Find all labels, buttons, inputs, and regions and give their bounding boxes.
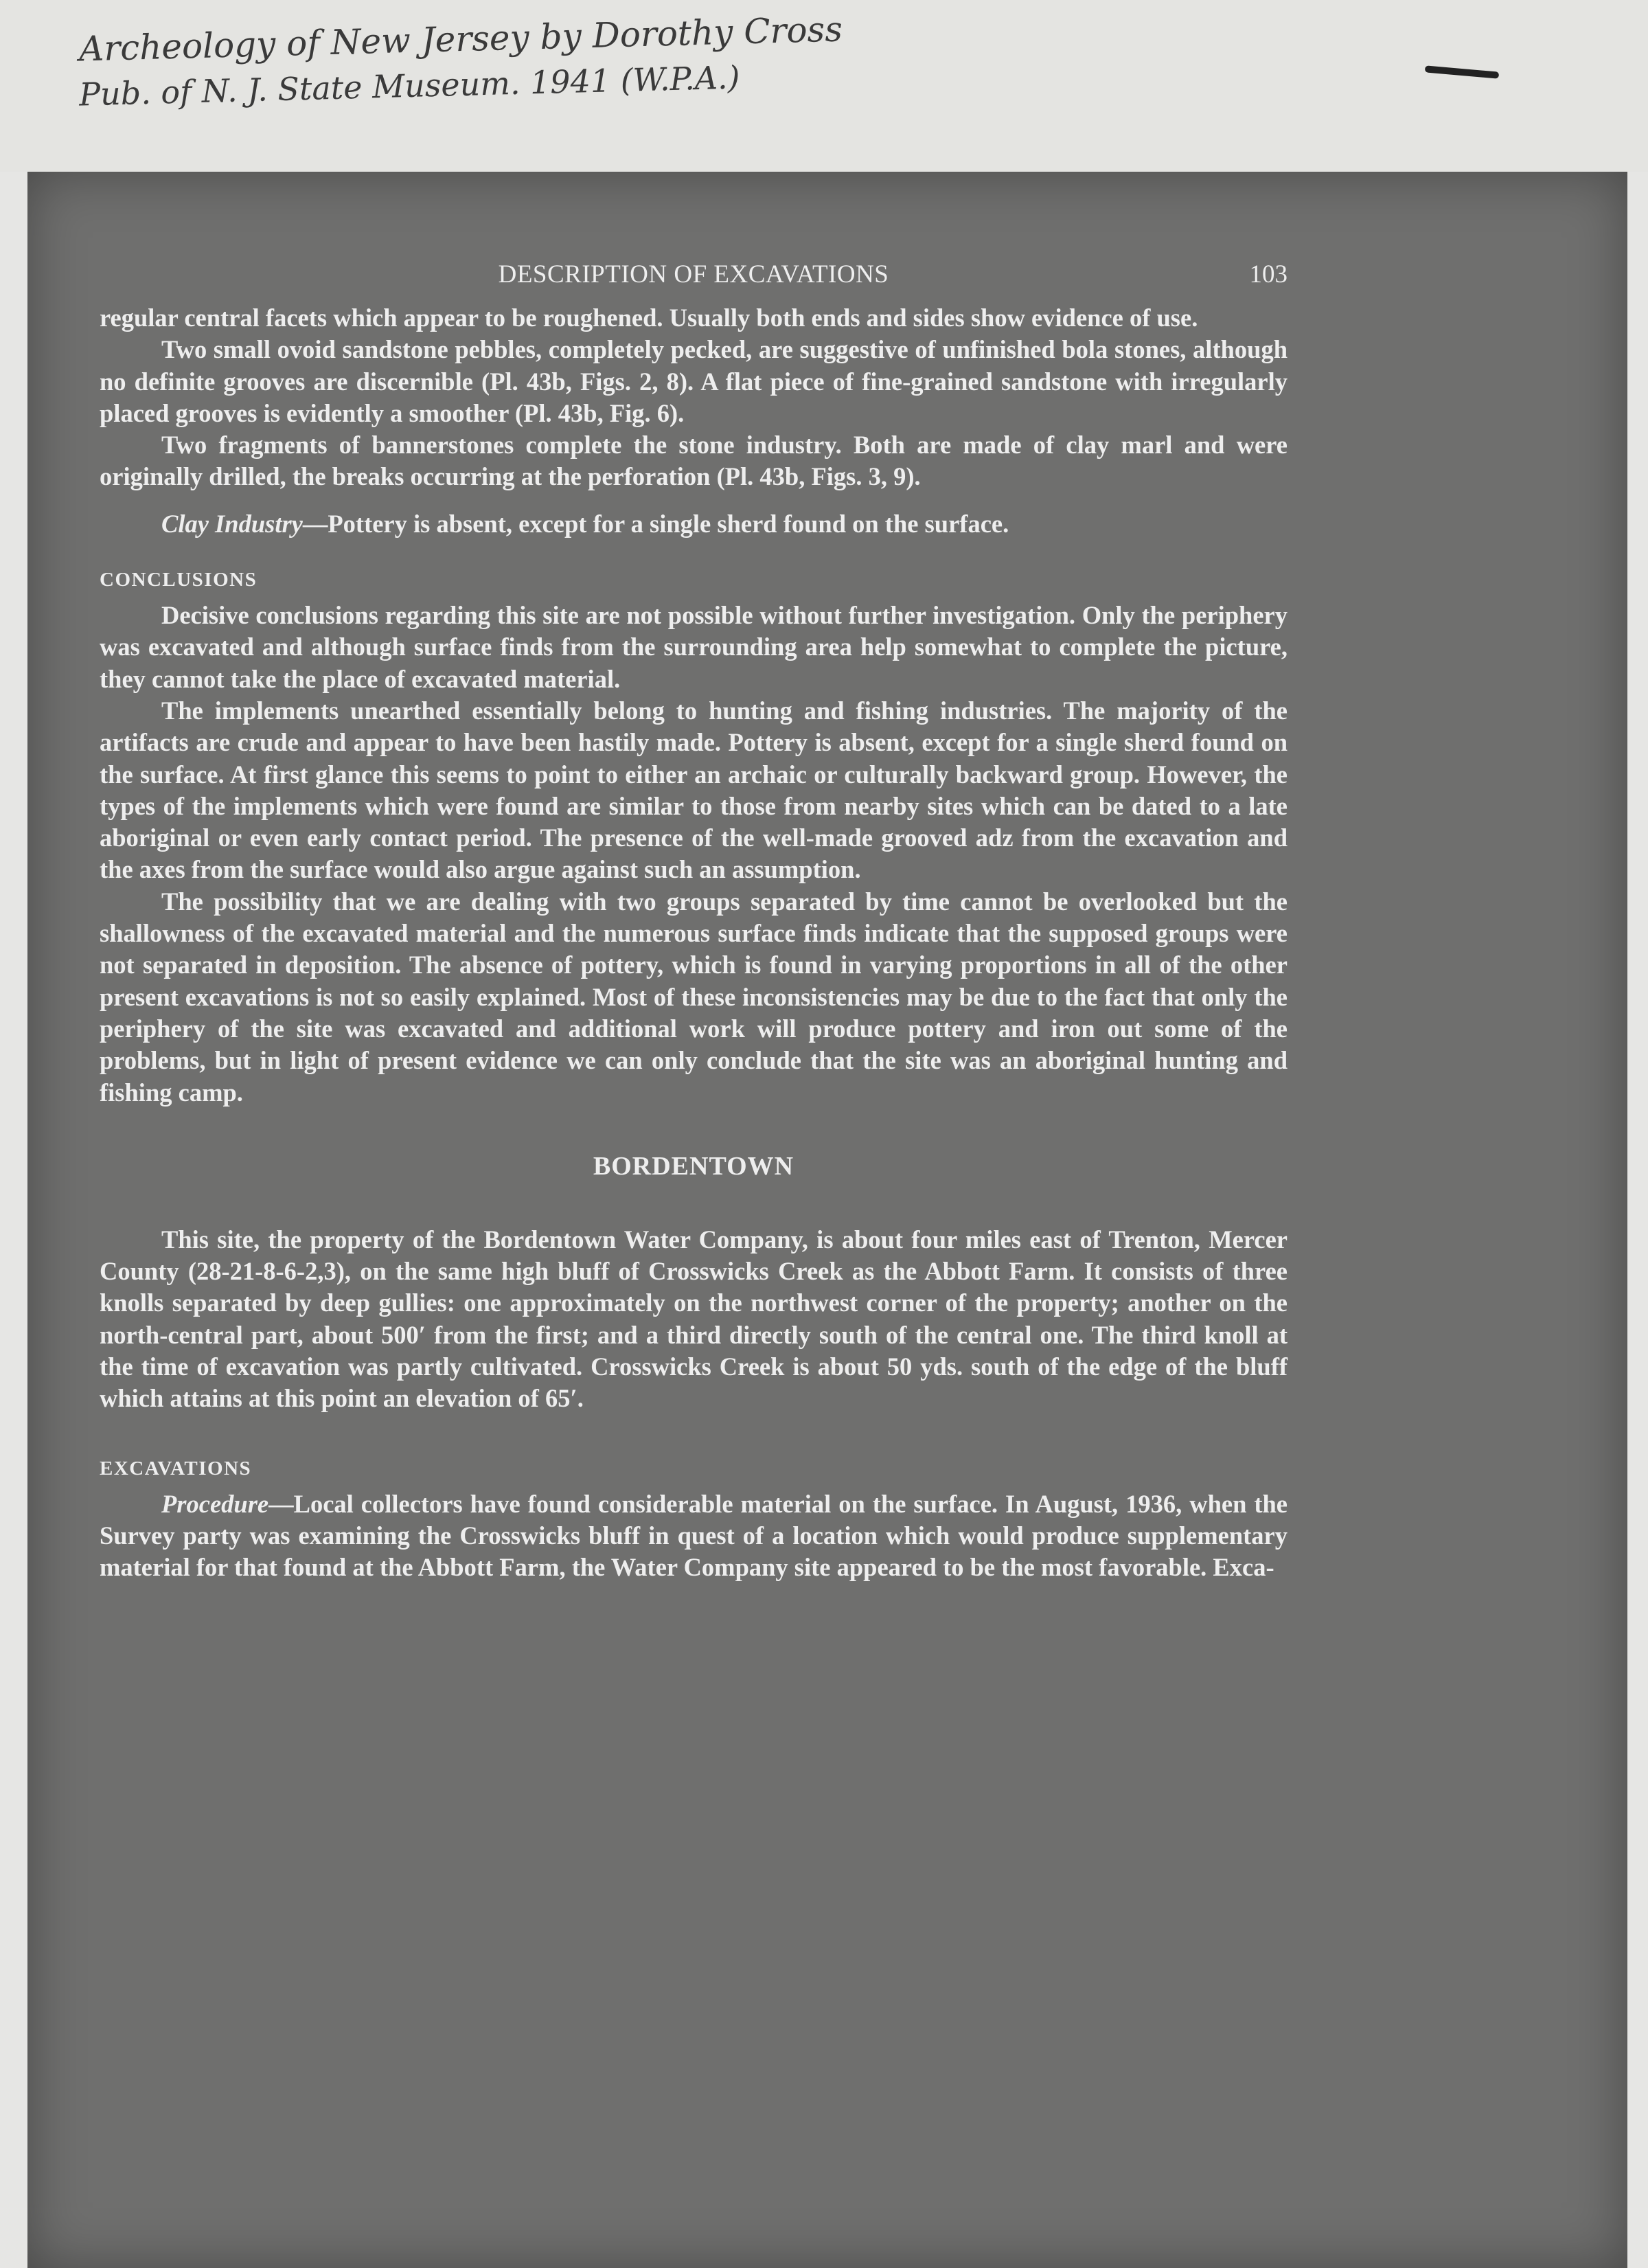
paragraph-bannerstones: Two fragments of bannerstones complete the stone industry. Both are made of clay marl and were originally drilled, the breaks occurring at the perforation (Pl. 43b, Figs. 3, 9). (100, 431, 1288, 491)
clay-industry-label: Clay Industry (161, 509, 303, 538)
excavations-heading: EXCAVATIONS (100, 1457, 252, 1479)
procedure-text: —Local collectors have found considerable material on the surface. In August, 1936, when the Survey party was examining the Crosswicks bluff in quest of a location which would produce supplementary material for that found at the Abbott Farm, the Water Company site appeared to be the most favorable. Exca- (100, 1489, 1288, 1582)
handwritten-note-line-2: Pub. of N. J. State Museum. 1941 (W.P.A.) (78, 58, 741, 113)
bordentown-heading: BORDENTOWN (593, 1151, 794, 1181)
paragraph-conclusions-2: The implements unearthed essentially belong to hunting and fishing industries. The majority of the artifacts are crude and appear to have been hastily made. Pottery is absent, except for a single sherd found on the surface. At first glance this seems to point to either an archaic or culturally backward group. However, the types of the implements which were found are similar to those from nearby sites which can be dated to a late aboriginal or even early contact period. The presence of the well-made grooved adz from the excavation and the axes from the surface would also argue against such an assumption. (100, 696, 1288, 884)
paragraph-conclusions-1: Decisive conclusions regarding this site are not possible without further investigation. Only the periphery was excavated and although surface finds from the surrounding area help somewhat to complete the picture, they cannot take the place of excavated material. (100, 601, 1288, 693)
page-content (100, 260, 1288, 1584)
paragraph-bordentown-site: This site, the property of the Bordentown Water Company, is about four miles east of Trenton, Mercer County (28-21-8-6-2,3), on the same high bluff of Crosswicks Creek as the Abbott Farm. It consists of three knolls separated by deep gullies: one approximately on the northwest corner of the property; another on the north-central part, about 500′ from the first; and a third directly south of the central one. The third knoll at the time of excavation was partly cultivated. Crosswicks Creek is about 50 yds. south of the edge of the bluff which attains at this point an elevation of 65′. (100, 1225, 1288, 1413)
conclusions-heading: CONCLUSIONS (100, 569, 258, 591)
running-head: DESCRIPTION OF EXCAVATIONS (498, 260, 889, 288)
procedure-label: Procedure (161, 1489, 269, 1518)
paragraph-continued: regular central facets which appear to be roughened. Usually both ends and sides show evidence of use. (100, 304, 1198, 332)
scanned-page (27, 172, 1627, 2268)
handwritten-note-line-1: Archeology of New Jersey by Dorothy Cross (78, 9, 843, 69)
paragraph-procedure (100, 1488, 1288, 1584)
page-number: 103 (1249, 260, 1288, 288)
paragraph-clay-industry (100, 508, 1288, 540)
paragraph-bola-stones: Two small ovoid sandstone pebbles, completely pecked, are suggestive of unfinished bola stones, although no definite grooves are discernible (Pl. 43b, Figs. 2, 8). A flat piece of fine-grained sandstone with irregularly placed grooves is evidently a smoother (Pl. 43b, Fig. 6). (100, 335, 1288, 427)
pen-mark (1425, 65, 1499, 78)
clay-industry-text: —Pottery is absent, except for a single sherd found on the surface. (302, 509, 1009, 538)
page-header (100, 260, 1288, 302)
handwritten-annotation-area (0, 0, 1648, 172)
paragraph-conclusions-3: The possibility that we are dealing with two groups separated by time cannot be overlooked but the shallowness of the excavated material and the numerous surface finds indicate that the supposed groups were not separated in deposition. The absence of pottery, which is found in varying proportions in all of the other present excavations is not so easily explained. Most of these inconsistencies may be due to the fact that only the periphery of the site was excavated and additional work will produce pottery and iron out some of the problems, but in light of present evidence we can only conclude that the site was an aboriginal hunting and fishing camp. (100, 887, 1288, 1107)
